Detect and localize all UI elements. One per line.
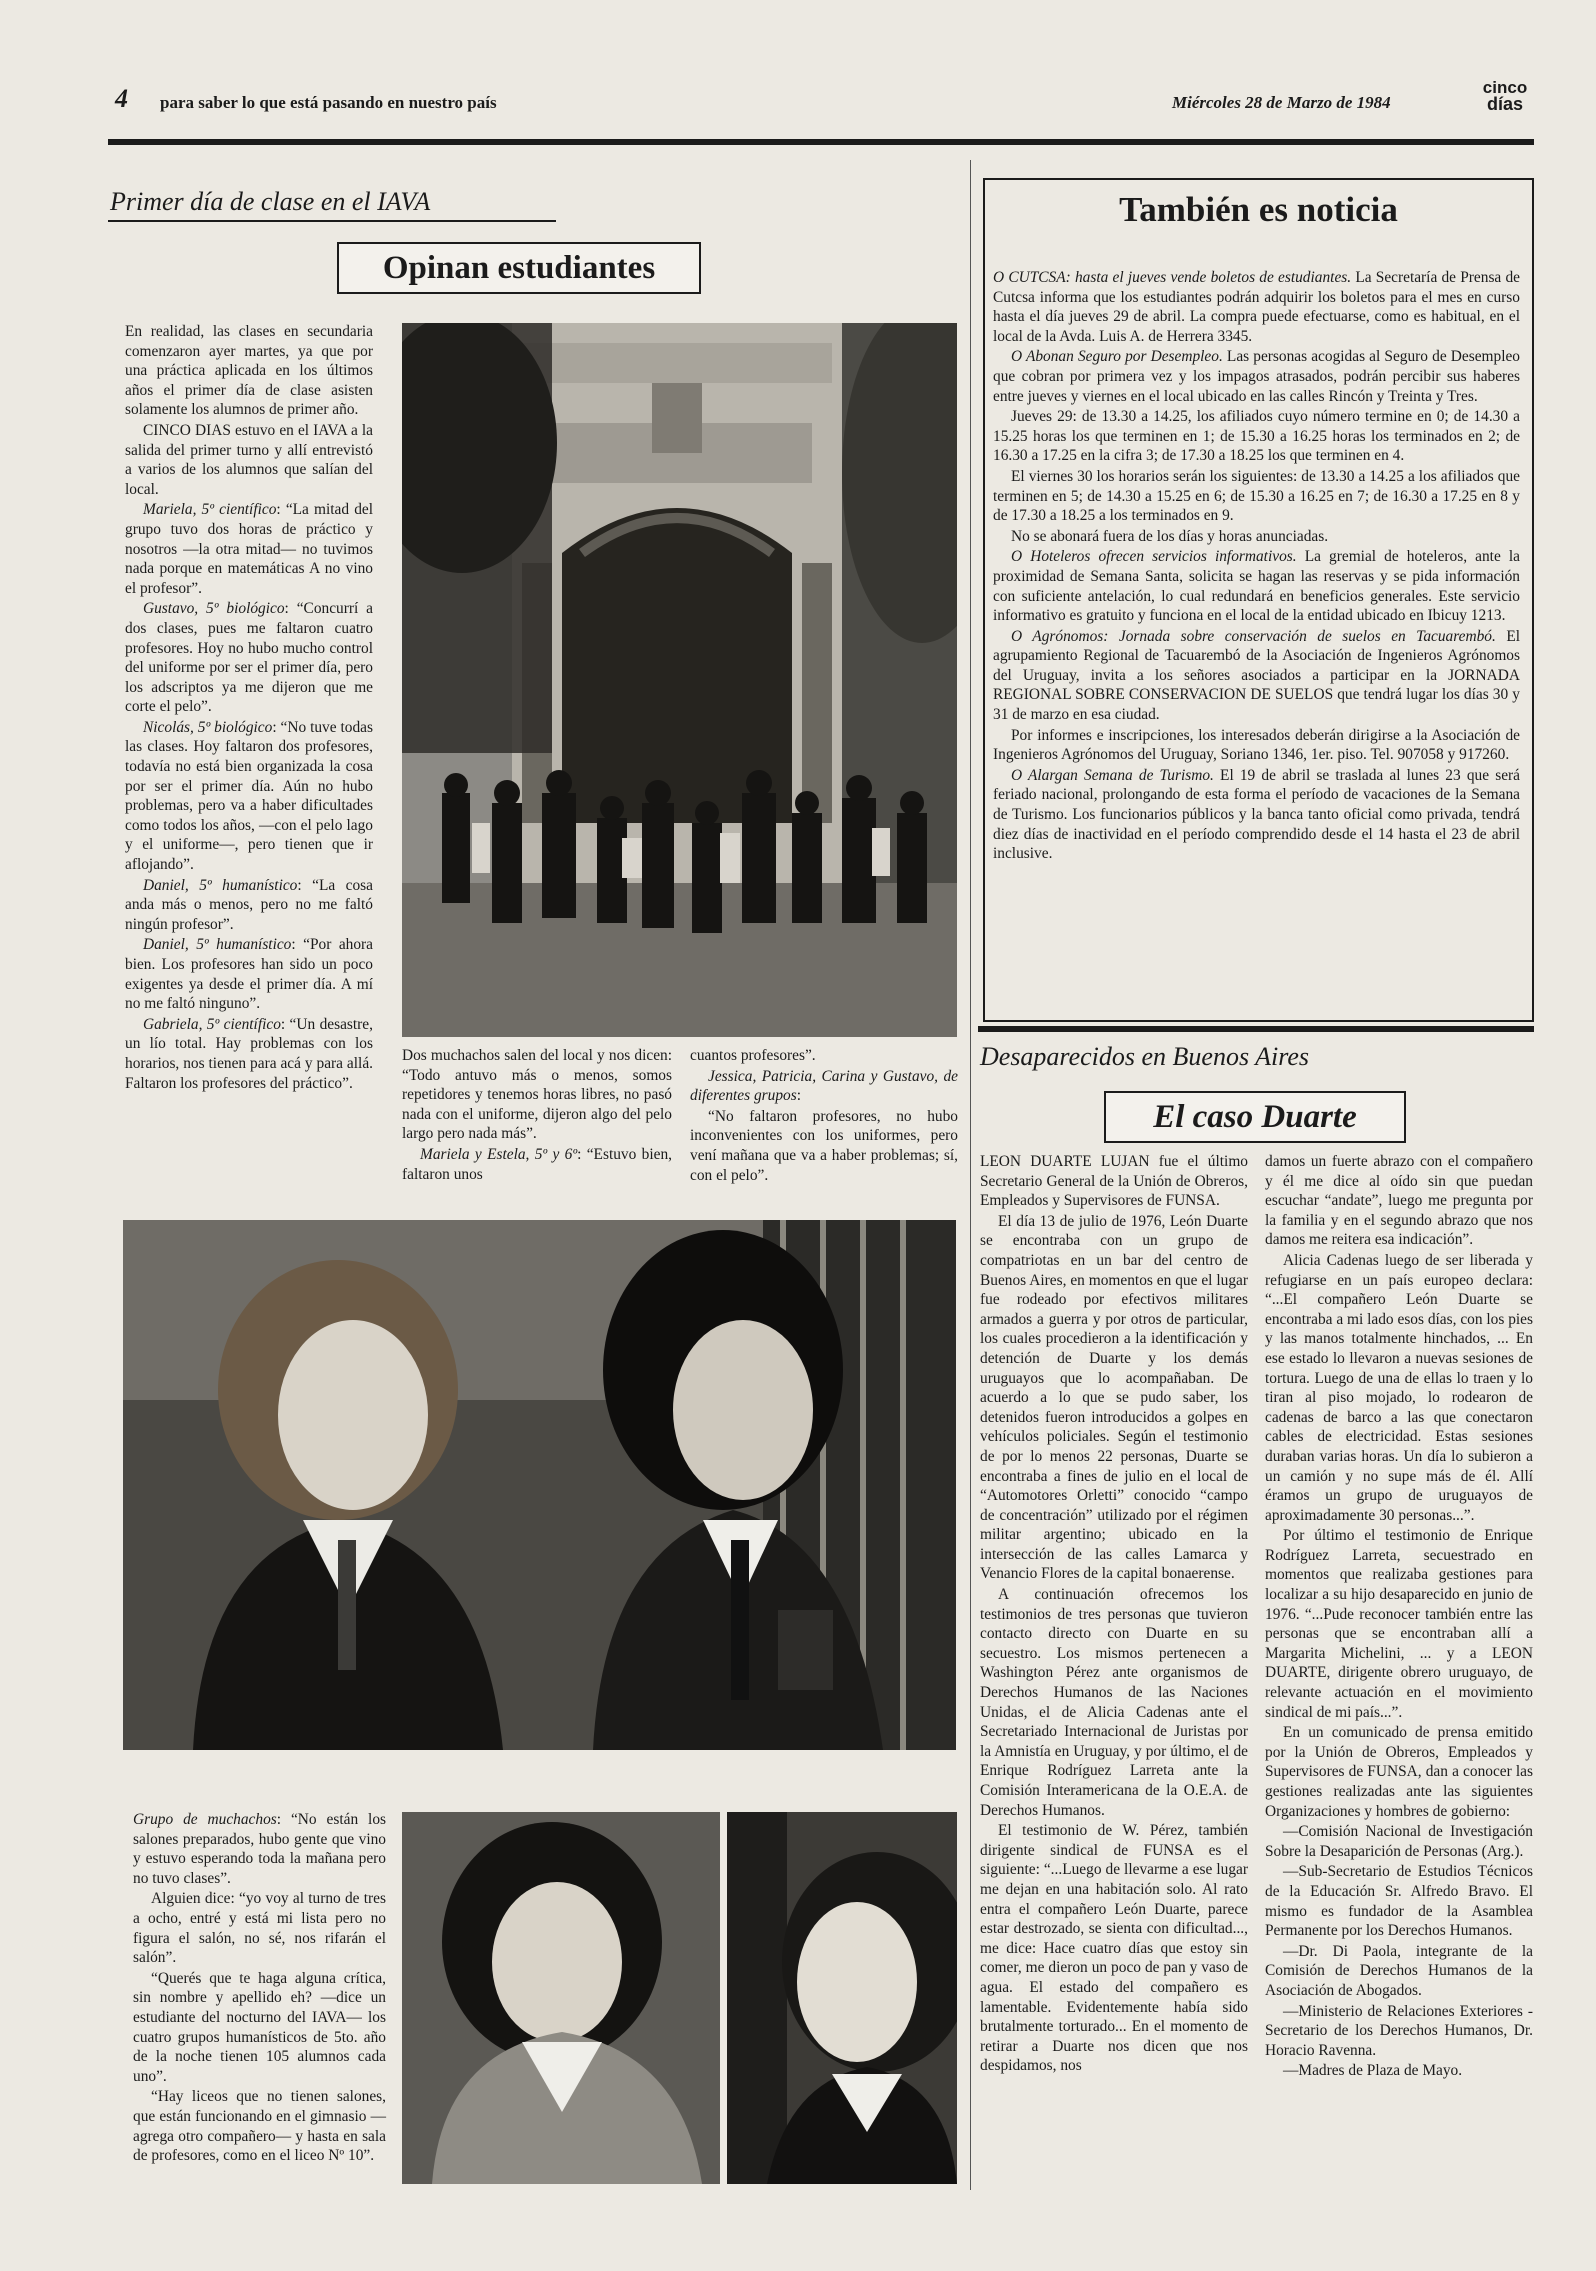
paragraph-text: —Sub-Secretario de Estudios Técnicos de la Educación Sr. Alfredo Bravo. El mismo es fundador de la Asamblea Permanente por los Derechos Humanos. bbox=[1265, 1863, 1533, 1940]
left-kicker: Primer día de clase en el IAVA bbox=[110, 187, 431, 216]
paragraph-text: : “No están los salones preparados, hubo gente que vino y estuvo esperando toda la mañana pero no tuvo clases”. bbox=[133, 1811, 387, 1887]
duarte-headline: El caso Duarte bbox=[1104, 1091, 1406, 1143]
logo-line-1: cinco bbox=[1482, 78, 1528, 97]
paragraph bbox=[1265, 1862, 1533, 1940]
paragraph bbox=[993, 527, 1520, 547]
paragraph-text: En realidad, las clases en secundaria comenzaron ayer martes, ya que por una práctica aplicada en los últimos años el primer día de clase asisten solamente los alumnos de primer año. bbox=[125, 323, 373, 419]
logo-line-2: días bbox=[1486, 94, 1524, 114]
paragraph bbox=[125, 718, 373, 875]
paragraph-lead: Mariela, 5º científico bbox=[143, 501, 277, 519]
paragraph-text: Dos muchachos salen del local y nos dicen: “Todo antuvo más o menos, somos repetidores y tenemos horas libres, no pasó nada con el uniforme, dijeron algo del pelo largo pero nada más”. bbox=[402, 1047, 672, 1143]
kicker-underline bbox=[108, 220, 556, 222]
paragraph-text: “Hay liceos que no tienen salones, que están funcionando en el gimnasio —agrega otro compañero— y hasta en sala de profesores, como en el liceo Nº 10”. bbox=[133, 2088, 386, 2165]
paragraph bbox=[690, 1107, 958, 1185]
paragraph bbox=[402, 1145, 672, 1184]
paragraph bbox=[133, 1889, 386, 1967]
paragraph bbox=[125, 599, 373, 717]
left-article-col4 bbox=[133, 1810, 386, 2167]
paragraph-text: Alguien dice: “yo voy al turno de tres a ocho, entré y está mi lista pero no figura el salón, no sé, nos rifarán el salón”. bbox=[133, 1890, 386, 1967]
paragraph-text: —Ministerio de Relaciones Exteriores - Secretario de los Derechos Humanos, Dr. Horacio Ravenna. bbox=[1265, 2002, 1533, 2059]
photo-two-students bbox=[123, 1220, 956, 1750]
paragraph bbox=[1265, 1251, 1533, 1525]
duarte-top-rule bbox=[978, 1026, 1534, 1032]
paragraph bbox=[125, 500, 373, 598]
paragraph-text: : “Estuvo bien, faltaron unos bbox=[402, 1145, 672, 1183]
paragraph-lead: O Alargan Semana de Turismo. bbox=[1011, 766, 1214, 784]
paragraph-lead: O Agrónomos: Jornada sobre conservación de suelos en Tacuarembó. bbox=[1011, 627, 1496, 645]
paragraph-text: La Secretaría de Prensa de Cutcsa informa que los estudiantes podrán adquirir los boletos para el mes en curso hasta el día jueves 29 de abril. La compra puede efectuarse, como es habitual, en el local de la Avda. Luis A. de Herrera 3345. bbox=[993, 269, 1520, 345]
paragraph bbox=[1265, 2002, 1533, 2061]
paragraph-text: : “Un desastre, un lío total. Hay problemas con los horarios, nos tienen para acá y para allá. Faltaron los profesores del práctico”. bbox=[125, 1015, 373, 1092]
paragraph bbox=[1265, 2061, 1533, 2081]
paragraph bbox=[993, 627, 1520, 725]
paragraph-text: : “Concurrí a dos clases, pues me faltaron cuatro profesores. Hoy no hubo mucho control del uniforme por ser el primer día, pero los adscriptos ya me dijeron que me corte el pelo”. bbox=[125, 600, 373, 716]
left-article-col1 bbox=[125, 322, 373, 1094]
paragraph bbox=[133, 1810, 386, 1888]
paragraph-text: La gremial de hoteleros, ante la proximidad de Semana Santa, solicita se hagan las reservas y se pida información con suficiente antelación, lo cual redundará en beneficios generales. Este servicio informativo es gratuito y funciona en el local de la entidad ubicado en Ibicuy 1213. bbox=[993, 548, 1521, 625]
paragraph bbox=[402, 1046, 672, 1144]
paragraph bbox=[980, 1212, 1248, 1584]
paragraph-text: Las personas acogidas al Seguro de Desempleo que cobran por primera vez y los impagos atrasados, podrán percibir sus haberes entre jueves y viernes en el local ubicado en las calles Rincón y Treinta y Tres. bbox=[993, 348, 1520, 405]
photo-girl-right bbox=[727, 1812, 957, 2184]
paragraph-text: CINCO DIAS estuvo en el IAVA a la salida del primer turno y allí entrevistó a varios de los alumnos que salían del local. bbox=[125, 421, 373, 498]
paragraph bbox=[993, 467, 1520, 526]
left-article-col3 bbox=[690, 1046, 958, 1186]
paragraph-text: : “Por ahora bien. Los profesores han sido un poco exigentes ya desde el primer día. A mí no me faltó ninguno”. bbox=[125, 936, 373, 1013]
duarte-col1 bbox=[980, 1152, 1248, 2077]
paragraph-text: “No faltaron profesores, no hubo inconvenientes con los uniformes, pero vení mañana que va a haber problemas; sí, con el pelo”. bbox=[690, 1107, 958, 1184]
paragraph bbox=[1265, 1526, 1533, 1722]
paragraph bbox=[690, 1046, 958, 1066]
paragraph bbox=[993, 726, 1520, 765]
paragraph bbox=[133, 2087, 386, 2165]
header-tagline: para saber lo que está pasando en nuestro país bbox=[160, 93, 497, 112]
paragraph-text: Jueves 29: de 13.30 a 14.25, los afiliados cuyo número termine en 0; de 14.30 a 15.25 horas los que terminen en 1; de 15.30 a 16.25 horas los terminados en 2; de 16.30 a 17.25 en la cifra 3; de 17.30 a 18.25 los que terminen en 4. bbox=[993, 408, 1520, 465]
paragraph-text: —Comisión Nacional de Investigación Sobre la Desaparición de Personas (Arg.). bbox=[1265, 1823, 1533, 1860]
paragraph bbox=[133, 1969, 386, 2087]
paragraph-lead: Jessica, Patricia, Carina y Gustavo, de diferentes grupos bbox=[690, 1067, 958, 1105]
paragraph-text: LEON DUARTE LUJAN fue el último Secretario General de la Unión de Obreros, Empleados y Supervisores de FUNSA. bbox=[980, 1153, 1248, 1210]
paragraph bbox=[125, 421, 373, 499]
paragraph-lead: O CUTCSA: hasta el jueves vende boletos de estudiantes. bbox=[993, 269, 1352, 286]
paragraph-text: Por informes e inscripciones, los interesados deberán dirigirse a la Asociación de Ingenieros Agrónomos del Uruguay, Soriano 1346, 1er. piso. Tel. 907058 y 917260. bbox=[993, 726, 1520, 764]
paragraph bbox=[993, 766, 1520, 864]
paragraph-text: El agrupamiento Regional de Tacuarembó de la Asociación de Ingenieros Agrónomos del Uruguay, invita a los señores asociados a participar en la JORNADA REGIONAL SOBRE CONSERVACION DE SUELOS que tendrá lugar los días 30 y 31 de marzo en esa ciudad. bbox=[993, 627, 1521, 724]
paragraph bbox=[980, 1585, 1248, 1820]
paragraph-text: : “No tuve todas las clases. Hoy faltaron dos profesores, todavía no está bien organizada la cosa por ser el primer día. Aún no hubo problemas, pero va a haber dificultades como todos los años, —con el pelo lago y el uniforme—, pero tienen que ir aflojando”. bbox=[125, 718, 373, 874]
paragraph bbox=[1265, 1822, 1533, 1861]
tambien-headline: También es noticia bbox=[1119, 190, 1398, 229]
paragraph-text: El testimonio de W. Pérez, también dirigente sindical de FUNSA es el siguiente: “...Luego de llevarme a ese lugar me dejan en una habitación solo. Al rato entra el compañero León Duarte, parece estar destrozado, se sienta con dificultad..., me dice: Hace cuatro días que estoy sin comer, me dieron un poco de pan y vaso de agua. El estado del compañero es lamentable. Evidentemente había sido brutalmente torturado... En el momento de retirar a Duarte nos dicen que nos despidamos, nos bbox=[980, 1822, 1248, 2075]
paragraph bbox=[993, 547, 1520, 625]
paragraph bbox=[125, 876, 373, 935]
paragraph-text: No se abonará fuera de los días y horas anunciadas. bbox=[1011, 527, 1329, 545]
paragraph bbox=[1265, 1942, 1533, 2001]
masthead-logo bbox=[1470, 80, 1540, 112]
paragraph-text: —Dr. Di Paola, integrante de la Comisión de Derechos Humanos de la Asociación de Abogados. bbox=[1265, 1942, 1533, 1999]
paragraph-text: damos un fuerte abrazo con el compañero y él me dice al oído sin que puedan escuchar “andate”, luego me pregunta por la familia y en el segundo abrazo que nos damos me reitera esa indicación”. bbox=[1265, 1153, 1533, 1249]
photo-school-building bbox=[402, 323, 957, 1037]
page-number: 4 bbox=[115, 84, 128, 113]
paragraph bbox=[690, 1067, 958, 1106]
paragraph-lead: Daniel, 5º humanístico bbox=[143, 936, 292, 954]
paragraph-lead: Gustavo, 5º biológico bbox=[143, 600, 285, 618]
paragraph-text: cuantos profesores”. bbox=[690, 1047, 816, 1064]
header-rule bbox=[108, 139, 1534, 145]
paragraph-lead: Daniel, 5º humanístico bbox=[143, 876, 298, 894]
paragraph-text: “Querés que te haga alguna crítica, sin nombre y apellido eh? —dice un estudiante del nocturno del IAVA— los cuatro grupos humanísticos de 5to. año de la noche tienen 105 alumnos cada uno”. bbox=[133, 1969, 386, 2085]
tambien-body bbox=[993, 268, 1520, 865]
paragraph bbox=[1265, 1152, 1533, 1250]
duarte-kicker: Desaparecidos en Buenos Aires bbox=[980, 1042, 1310, 1071]
left-article-col2 bbox=[402, 1046, 672, 1185]
paragraph-text: Alicia Cadenas luego de ser liberada y refugiarse en un país europeo declara: “...El compañero León Duarte se encontraba a mi lado esos días, con los pies y las manos totalmente hinchados, ... En ese estado lo llevaron a nuevas sesiones de tortura. Luego de una de ellas lo traen y lo tiran al piso mojado, lo rodearon de cadenas de barco a las que conectaron cables de electricidad. Estas sesiones duraban varias horas. Un día lo subieron a un camión y no supe más de él. Allí éramos un grupo de uruguayos de aproximadamente 30 personas...”. bbox=[1265, 1251, 1533, 1524]
vertical-column-rule bbox=[970, 160, 971, 2190]
paragraph bbox=[993, 407, 1520, 466]
paragraph-lead: O Hoteleros ofrecen servicios informativos. bbox=[1011, 548, 1297, 566]
paragraph-lead: Grupo de muchachos bbox=[133, 1811, 277, 1828]
paragraph-text: Por último el testimonio de Enrique Rodríguez Larreta, secuestrado en momentos que realizaba gestiones para localizar a su hijo desaparecido en junio de 1976. “...Pude reconocer también entre las personas que se encontraban allí a Margarita Michelini, ... y a LEON DUARTE, dirigente obrero uruguayo, de relevante actuación en el movimiento sindical de mi país...”. bbox=[1265, 1527, 1533, 1721]
paragraph bbox=[993, 347, 1520, 406]
paragraph bbox=[125, 322, 373, 420]
paragraph-lead: Mariela y Estela, 5º y 6º bbox=[420, 1145, 578, 1163]
paragraph bbox=[980, 1821, 1248, 2076]
paragraph-text: —Madres de Plaza de Mayo. bbox=[1283, 2062, 1463, 2080]
paragraph-text: El día 13 de julio de 1976, León Duarte se encontraba con un grupo de compatriotas en un bar del centro de Buenos Aires, en momentos en que el lugar fue rodeado por efectivos militares armados a guerra y por otros de particular, los cuales procedieron a la identificación y detención de Duarte y los demás uruguayos que lo acompañaban. De acuerdo a lo que se pudo saber, los detenidos fueron introducidos a golpes en vehículos policiales. Según el testimonio de por lo menos 22 personas, Duarte se encontraba a fines de julio en el local de “Automotores Orletti” conocido “campo de concentración” utilizado por el régimen militar argentino; ubicado en la intersección de las calles Lamarca y Venancio Flores de la capital bonaerense. bbox=[980, 1212, 1248, 1583]
header-date: Miércoles 28 de Marzo de 1984 bbox=[1172, 93, 1391, 112]
photo-girl-left bbox=[402, 1812, 720, 2184]
paragraph-text: El 19 de abril se traslada al lunes 23 que será feriado nacional, prolongando de esta forma el período de vacaciones de la Semana de Turismo. Los funcionarios públicos y la banca tanto oficial como privada, tendrá diez días de inactividad en el período comprendido desde el 14 hasta el 23 de abril inclusive. bbox=[993, 766, 1520, 863]
left-headline: Opinan estudiantes bbox=[337, 242, 701, 294]
paragraph-text: El viernes 30 los horarios serán los siguientes: de 13.30 a 14.25 a los afiliados que terminen en 5; de 14.30 a 15.25 en 6; de 15.30 a 16.25 en 7; de 16.30 a 17.25 en 8 y de 17.30 a 18.25 a los terminados en 9. bbox=[993, 467, 1520, 525]
paragraph-lead: Nicolás, 5º biológico bbox=[143, 718, 273, 736]
paragraph-text: A continuación ofrecemos los testimonios de tres personas que tuvieron contacto directo con Duarte en su secuestro. Los mismos pertenecen a Washington Pérez ante organismos de Derechos Humanos de las Naciones Unidas, el de Alicia Cadenas ante el Secretariado Internacional de Juristas por la Amnistía en Uruguay, y por último, el de Enrique Rodríguez Larreta ante la Comisión Interamericana de la O.E.A. de Derechos Humanos. bbox=[980, 1586, 1248, 1819]
paragraph-lead: O Abonan Seguro por Desempleo. bbox=[1011, 348, 1223, 366]
paragraph bbox=[125, 935, 373, 1013]
paragraph-lead: Gabriela, 5º científico bbox=[143, 1015, 281, 1033]
paragraph-text: : bbox=[796, 1087, 802, 1105]
paragraph bbox=[125, 1015, 373, 1093]
paragraph bbox=[1265, 1723, 1533, 1821]
paragraph bbox=[980, 1152, 1248, 1211]
paragraph-text: : “La mitad del grupo tuvo dos horas de práctico y nosotros —la otra mitad— no tuvimos nada porque en matemáticas A no vino el profesor”. bbox=[125, 501, 373, 597]
duarte-col2 bbox=[1265, 1152, 1533, 2082]
paragraph bbox=[993, 268, 1520, 346]
paragraph-text: En un comunicado de prensa emitido por la Unión de Obreros, Empleados y Supervisores de FUNSA, dan a conocer las gestiones realizadas ante las siguientes Organizaciones y hombres de gobierno: bbox=[1265, 1724, 1533, 1820]
paragraph-text: : “La cosa anda más o menos, pero no me faltó ningún profesor”. bbox=[125, 876, 373, 933]
